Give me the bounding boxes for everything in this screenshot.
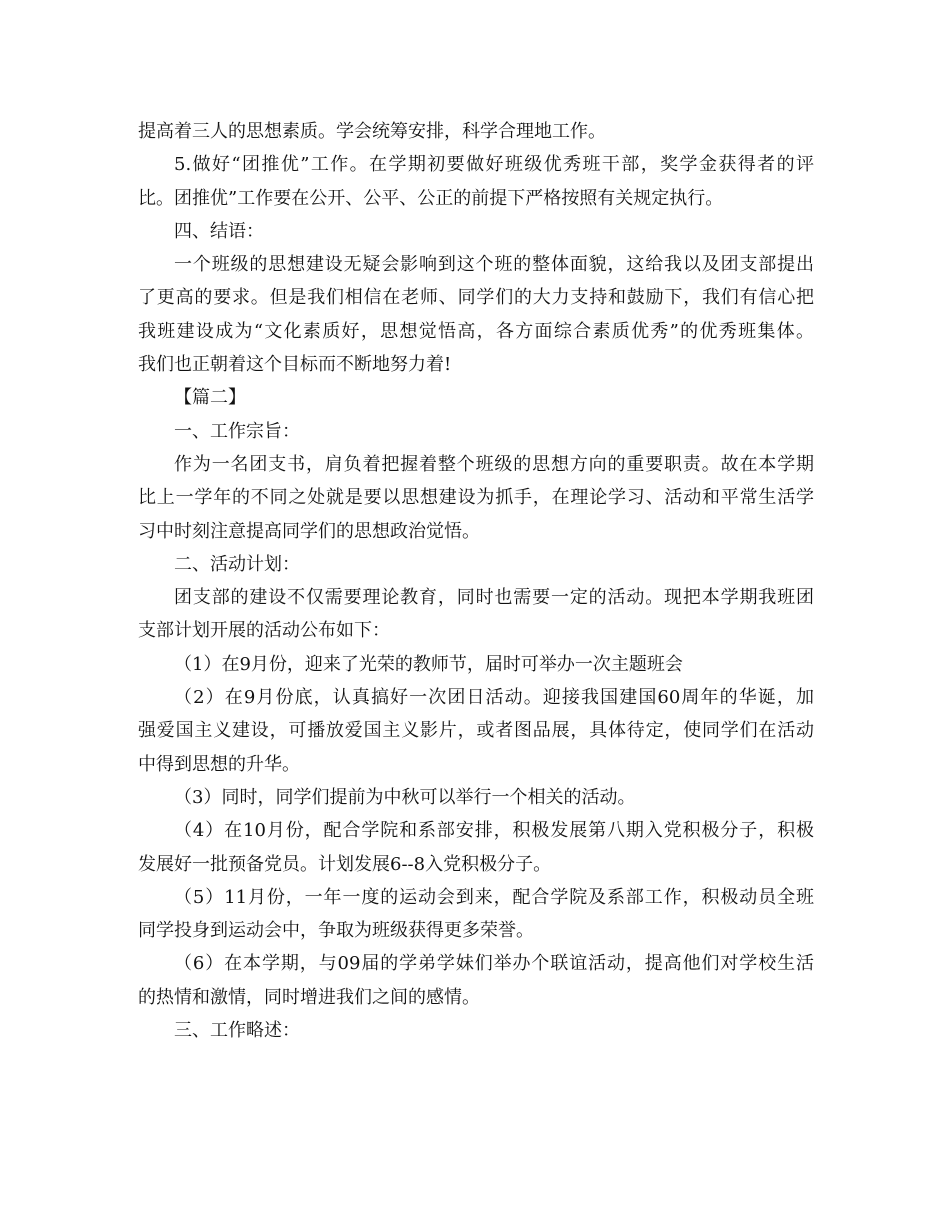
paragraph-line: 中得到思想的升华。 bbox=[138, 753, 300, 775]
paragraph-line: 同学投身到运动会中，争取为班级获得更多荣誉。 bbox=[138, 920, 534, 942]
paragraph-line: 一个班级的思想建设无疑会影响到这个班的整体面貌，这给我以及团支部提出 bbox=[174, 254, 814, 276]
paragraph-line: 作为一名团支书，肩负着把握着整个班级的思想方向的重要职责。故在本学期 bbox=[174, 453, 814, 475]
section-heading: 三、工作略述： bbox=[174, 1020, 300, 1042]
section-heading: 四、结语： bbox=[174, 220, 264, 242]
paragraph-line: 我班建设成为“文化素质好，思想觉悟高，各方面综合素质优秀”的优秀班集体。 bbox=[138, 320, 814, 342]
paragraph-line: 5.做好“团推优”工作。在学期初要做好班级优秀班干部，奖学金获得者的评 bbox=[174, 154, 814, 176]
paragraph-line: 发展好一批预备党员。计划发展6--8入党积极分子。 bbox=[138, 853, 552, 875]
document-body bbox=[138, 115, 814, 1047]
paragraph-line: 习中时刻注意提高同学们的思想政治觉悟。 bbox=[138, 520, 480, 542]
paragraph-line: 的热情和激情，同时增进我们之间的感情。 bbox=[138, 986, 480, 1008]
paragraph-line: 我们也正朝着这个目标而不断地努力着! bbox=[138, 354, 452, 376]
paragraph-line: 团支部的建设不仅需要理论教育，同时也需要一定的活动。现把本学期我班团 bbox=[174, 587, 814, 609]
paragraph-line: 强爱国主义建设，可播放爱国主义影片，或者图品展，具体待定，使同学们在活动 bbox=[138, 720, 814, 742]
list-item: （1）在9月份，迎来了光荣的教师节，届时可举办一次主题班会 bbox=[174, 653, 683, 675]
section-heading: 二、活动计划： bbox=[174, 553, 300, 575]
paragraph-line: 支部计划开展的活动公布如下： bbox=[138, 620, 390, 642]
list-item: （4）在10月份，配合学院和系部安排，积极发展第八期入党积极分子，积极 bbox=[174, 820, 814, 842]
list-item: （5）11月份，一年一度的运动会到来，配合学院及系部工作，积极动员全班 bbox=[174, 886, 814, 908]
paragraph-line: 提高着三人的思想素质。学会统筹安排，科学合理地工作。 bbox=[138, 121, 606, 142]
list-item: （3）同时，同学们提前为中秋可以举行一个相关的活动。 bbox=[174, 786, 636, 808]
paragraph-line: 比。团推优”工作要在公开、公平、公正的前提下严格按照有关规定执行。 bbox=[138, 187, 724, 209]
list-item: （6）在本学期，与09届的学弟学妹们举办个联谊活动，提高他们对学校生活 bbox=[174, 953, 814, 975]
list-item: （2）在9月份底，认真搞好一次团日活动。迎接我国建国60周年的华诞，加 bbox=[174, 687, 814, 709]
paragraph-line: 比上一学年的不同之处就是要以思想建设为抓手，在理论学习、活动和平常生活学 bbox=[138, 487, 814, 509]
section-heading: 一、工作宗旨： bbox=[174, 420, 300, 442]
paragraph-line: 了更高的要求。但是我们相信在老师、同学们的大力支持和鼓励下，我们有信心把 bbox=[138, 287, 814, 309]
part-heading: 【篇二】 bbox=[174, 387, 246, 409]
